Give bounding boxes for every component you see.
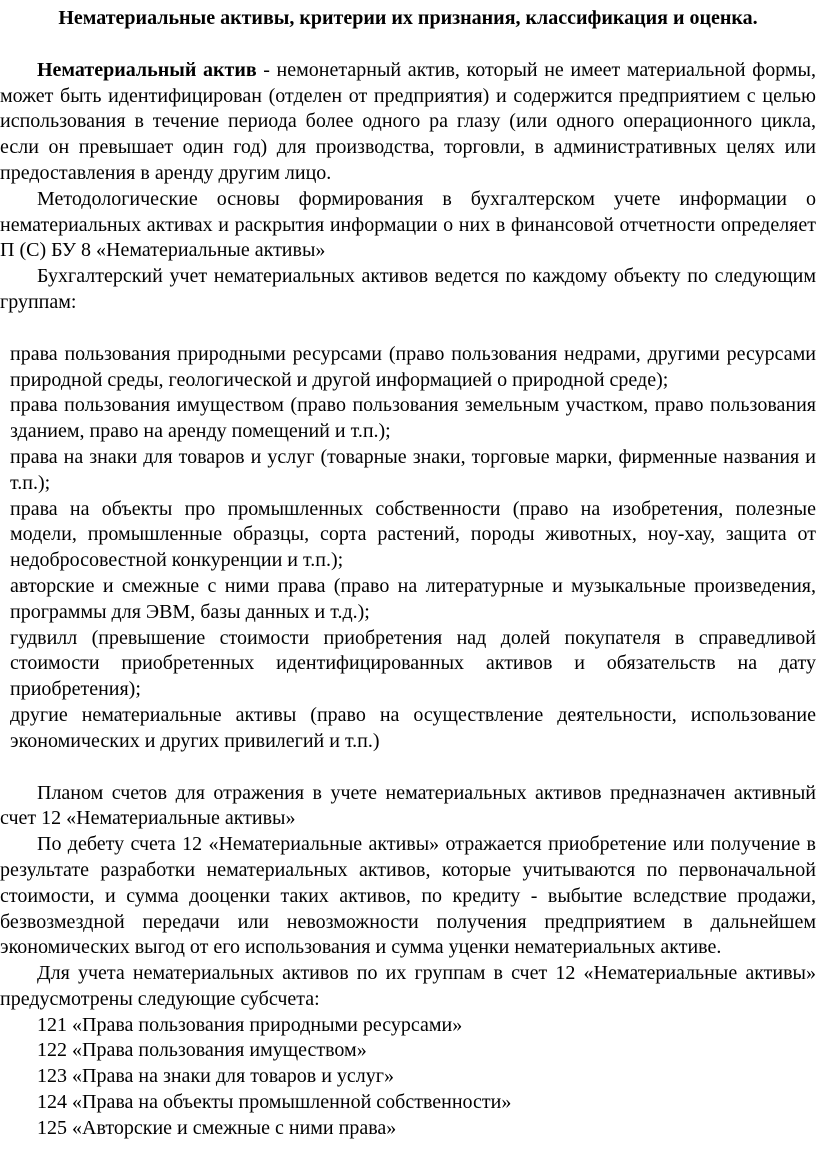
list-item: права на знаки для товаров и услуг (товарные знаки, торговые марки, фирменные названия и т.п.);	[10, 445, 816, 494]
definition-term: Нематериальный актив	[37, 58, 257, 81]
debit-credit-paragraph: По дебету счета 12 «Нематериальные активы» отражается приобретение или получение в результате разработки нематериальных активов, которые учитываются по первоначальной стоимости, и сумма дооценки таких активов, по кредиту - выбытие вследствие продажи, безвозмездной передачи или невозможности получения предприятием в дальнейшем экономических выгод от его использования и сумма уценки нематериальных активе.	[0, 833, 816, 959]
groups-intro-paragraph: Бухгалтерский учет нематериальных активов ведется по каждому объекту по следующим группам:	[0, 265, 816, 313]
subaccounts-list	[0, 1013, 816, 1142]
list-item: права пользования природными ресурсами (право пользования недрами, другими ресурсами природной среды, геологической и другой информацией о природной среде);	[10, 342, 816, 391]
subaccounts-intro-paragraph: Для учета нематериальных активов по их группам в счет 12 «Нематериальные активы» предусмотрены следующие субсчета:	[0, 962, 816, 1010]
document-title: Нематериальные активы, критерии их признания, классификация и оценка.	[58, 7, 758, 29]
list-item: авторские и смежные с ними права (право на литературные и музыкальные произведения, программы для ЭВМ, базы данных и т.д.);	[10, 574, 816, 623]
definition-paragraph	[0, 58, 816, 187]
list-item: 122 «Права пользования имуществом»	[37, 1039, 367, 1062]
list-item: 125 «Авторские и смежные с ними права»	[37, 1116, 397, 1139]
list-item: гудвилл (превышение стоимости приобретения над долей покупателя в справедливой стоимости приобретенных идентифицированных активов и обязательств на дату приобретения);	[10, 626, 816, 701]
list-item: 124 «Права на объекты промышленной собственности»	[37, 1091, 512, 1114]
list-item: права пользования имуществом (право пользования земельным участком, право пользования зданием, право на аренду помещений и т.п.);	[10, 394, 816, 443]
groups-list	[0, 342, 816, 755]
chart-of-accounts-paragraph: Планом счетов для отражения в учете нематериальных активов предназначен активный счет 12 «Нематериальные активы»	[0, 781, 816, 830]
list-item: права на объекты про промышленных собственности (право на изобретения, полезные модели, промышленные образцы, сорта растений, породы животных, ноу-хау, защита от недобросовестной конкуренции и т.п.);	[10, 497, 816, 572]
definition-text: - немонетарный актив, который не имеет материальной формы, может быть идентифицирован (отделен от предприятия) и содержится предприятием с целью использования в течение периода более одного ра глазу (или одного операционного цикла, если он превышает один год) для производства, торговли, в административных целях или предоставления в аренду другим лицо.	[0, 58, 816, 184]
list-item: 121 «Права пользования природными ресурсами»	[37, 1013, 463, 1036]
methodology-paragraph: Методологические основы формирования в бухгалтерском учете информации о нематериальных активах и раскрытия информации о них в финансовой отчетности определяет П (С) БУ 8 «Нематериальные активы»	[0, 187, 816, 262]
list-item: другие нематериальные активы (право на осуществление деятельности, использование экономических и других привилегий и т.п.)	[10, 703, 816, 752]
list-item: 123 «Права на знаки для товаров и услуг»	[37, 1065, 394, 1088]
